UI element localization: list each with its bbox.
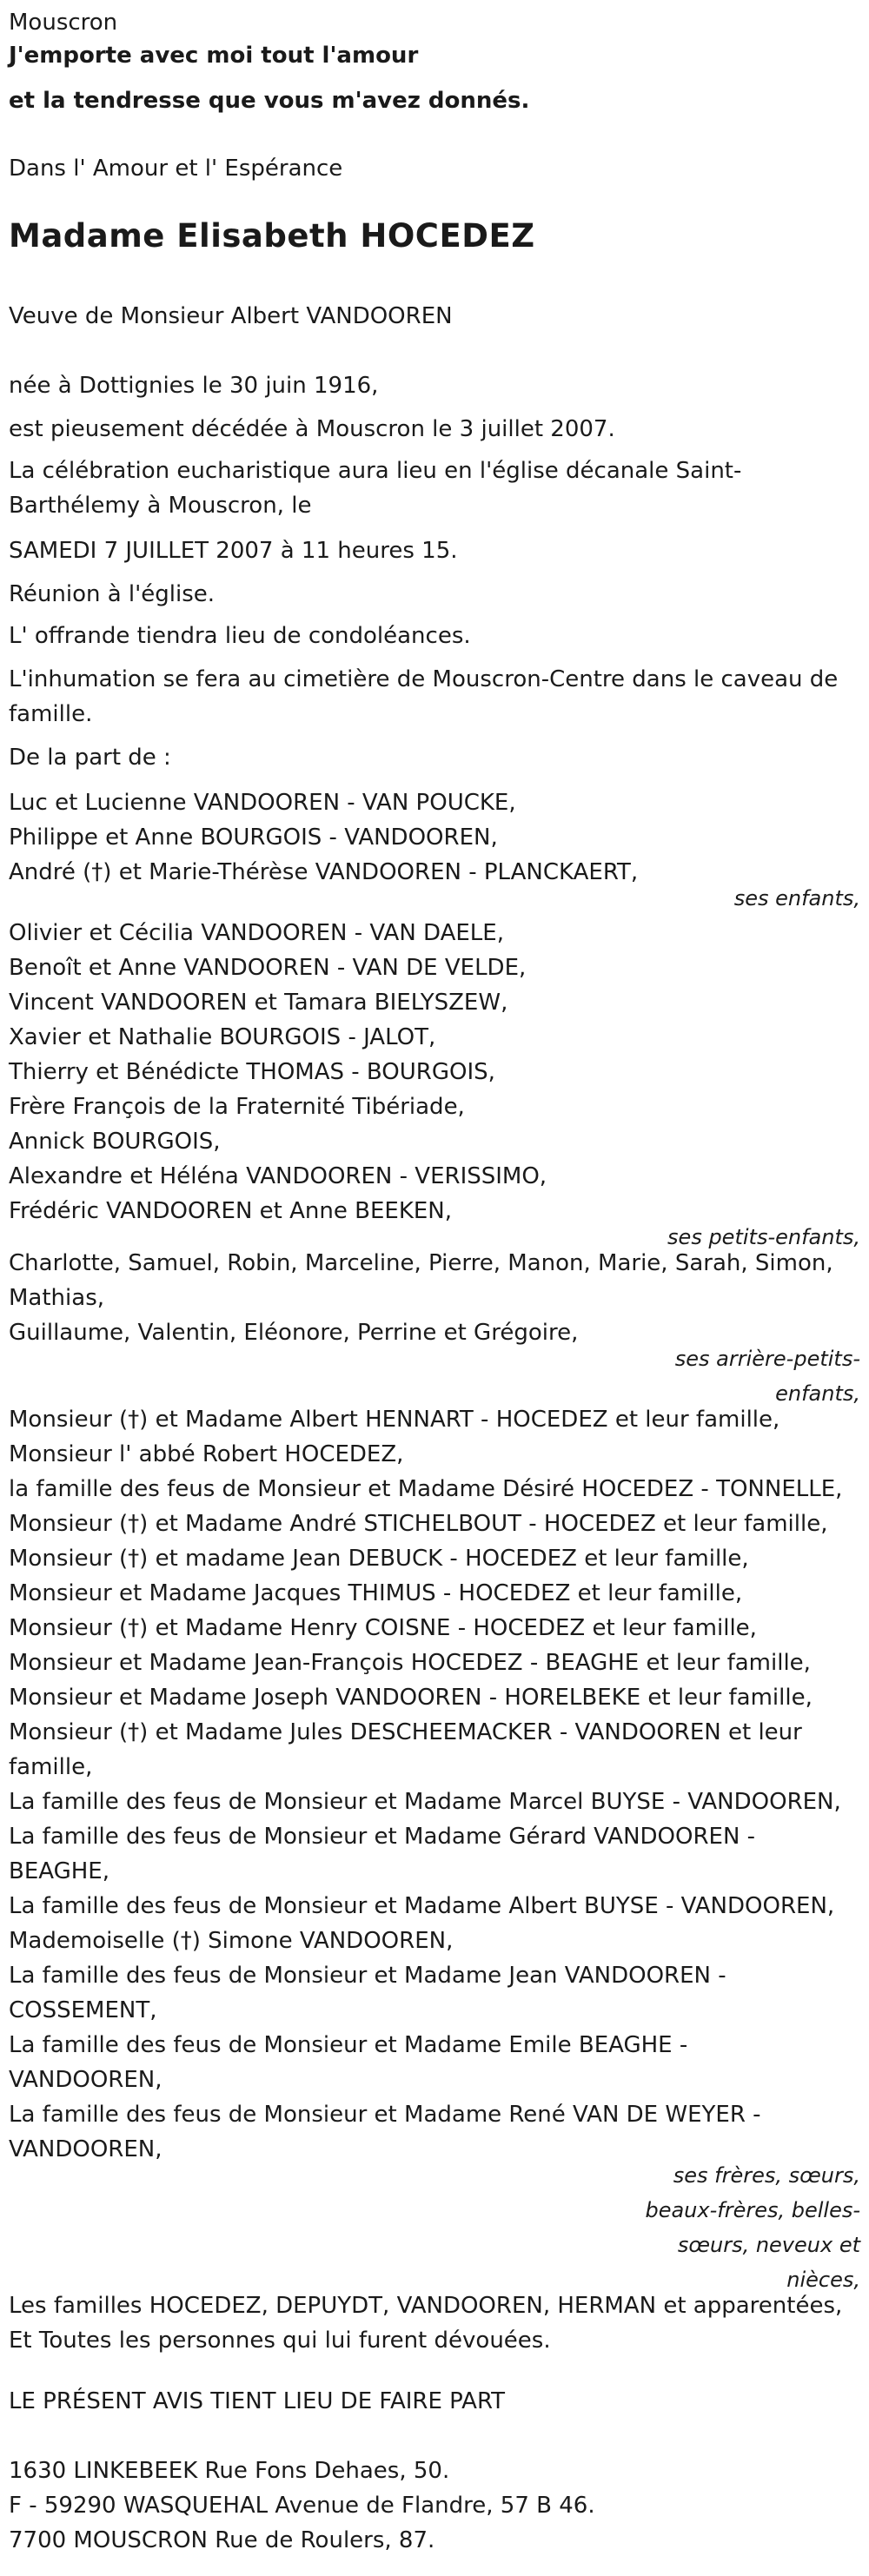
grandchild-name: Vincent VANDOOREN et Tamara BIELYSZEW, — [9, 990, 508, 1016]
sibling-name: BEAGHE, — [9, 1858, 109, 1884]
epigraph-line-2: et la tendresse que vous m'avez donnés. — [9, 88, 530, 114]
grandchild-name: Frère François de la Fraternité Tibériade, — [9, 1094, 465, 1120]
address-line: 7700 MOUSCRON Rue de Roulers, 87. — [9, 2527, 435, 2553]
siblings-relation: nièces, — [786, 2268, 860, 2292]
children-name: Luc et Lucienne VANDOOREN - VAN POUCKE, — [9, 790, 516, 816]
sibling-name: VANDOOREN, — [9, 2136, 163, 2162]
location: Mouscron — [9, 10, 118, 36]
address-line: F - 59290 WASQUEHAL Avenue de Flandre, 57 B 46. — [9, 2493, 595, 2519]
ceremony-line: L' offrande tiendra lieu de condoléances. — [9, 623, 471, 649]
sibling-name: Mademoiselle (†) Simone VANDOOREN, — [9, 1928, 454, 1954]
sibling-name: Monsieur l' abbé Robert HOCEDEZ, — [9, 1441, 404, 1467]
sibling-name: La famille des feus de Monsieur et Madame Jean VANDOOREN - — [9, 1963, 726, 1989]
ceremony-line: L'inhumation se fera au cimetière de Mouscron-Centre dans le caveau de — [9, 666, 839, 692]
sibling-name: Monsieur (†) et madame Jean DEBUCK - HOCEDEZ et leur famille, — [9, 1546, 749, 1572]
sibling-name: Monsieur (†) et Madame Albert HENNART - HOCEDEZ et leur famille, — [9, 1407, 780, 1433]
sibling-name: Monsieur et Madame Jean-François HOCEDEZ - BEAGHE et leur famille, — [9, 1650, 811, 1676]
ceremony-line: Barthélemy à Mouscron, le — [9, 493, 312, 519]
great-grandchild-name: Charlotte, Samuel, Robin, Marceline, Pierre, Manon, Marie, Sarah, Simon, — [9, 1250, 833, 1276]
siblings-relation: sœurs, neveux et — [677, 2233, 860, 2257]
epigraph-line-1: J'emporte avec moi tout l'amour — [9, 43, 419, 69]
children-name: Philippe et Anne BOURGOIS - VANDOOREN, — [9, 824, 498, 851]
families-line: Et Toutes les personnes qui lui furent dévouées. — [9, 2328, 551, 2354]
sibling-name: famille, — [9, 1754, 93, 1780]
great-grandchild-name: Guillaume, Valentin, Eléonore, Perrine et Grégoire, — [9, 1320, 579, 1346]
address-line: 1630 LINKEBEEK Rue Fons Dehaes, 50. — [9, 2458, 450, 2484]
ceremony-line: La célébration eucharistique aura lieu en l'église décanale Saint- — [9, 458, 742, 484]
sibling-name: Monsieur et Madame Joseph VANDOOREN - HORELBEKE et leur famille, — [9, 1685, 813, 1711]
great-grandchildren-relation: enfants, — [775, 1381, 860, 1406]
notice: LE PRÉSENT AVIS TIENT LIEU DE FAIRE PART — [9, 2388, 506, 2414]
sibling-name: La famille des feus de Monsieur et Madame Albert BUYSE - VANDOOREN, — [9, 1893, 835, 1919]
grandchild-name: Alexandre et Héléna VANDOOREN - VERISSIMO, — [9, 1163, 547, 1189]
grandchild-name: Frédéric VANDOOREN et Anne BEEKEN, — [9, 1198, 453, 1224]
widow-of: Veuve de Monsieur Albert VANDOOREN — [9, 303, 453, 329]
children-relation: ses enfants, — [733, 886, 860, 911]
sibling-name: Monsieur (†) et Madame Henry COISNE - HOCEDEZ et leur famille, — [9, 1615, 757, 1641]
grandchild-name: Xavier et Nathalie BOURGOIS - JALOT, — [9, 1024, 436, 1050]
ceremony-line: Réunion à l'église. — [9, 581, 216, 607]
great-grandchildren-relation: ses arrière-petits- — [674, 1347, 860, 1371]
from-label: De la part de : — [9, 745, 171, 771]
grandchild-name: Thierry et Bénédicte THOMAS - BOURGOIS, — [9, 1059, 495, 1085]
sibling-name: La famille des feus de Monsieur et Madame Gérard VANDOOREN - — [9, 1824, 756, 1850]
siblings-relation: beaux-frères, belles- — [645, 2198, 860, 2222]
children-name: André (†) et Marie-Thérèse VANDOOREN - PLANCKAERT, — [9, 859, 639, 885]
sibling-name: VANDOOREN, — [9, 2067, 163, 2093]
sibling-name: La famille des feus de Monsieur et Madame René VAN DE WEYER - — [9, 2102, 761, 2128]
death-line: est pieusement décédée à Mouscron le 3 juillet 2007. — [9, 416, 615, 442]
grandchild-name: Annick BOURGOIS, — [9, 1129, 221, 1155]
sibling-name: la famille des feus de Monsieur et Madame Désiré HOCEDEZ - TONNELLE, — [9, 1476, 843, 1502]
families-line: Les familles HOCEDEZ, DEPUYDT, VANDOOREN, HERMAN et apparentées, — [9, 2293, 843, 2319]
great-grandchild-name: Mathias, — [9, 1285, 105, 1311]
sibling-name: La famille des feus de Monsieur et Madame Marcel BUYSE - VANDOOREN, — [9, 1789, 841, 1815]
birth-line: née à Dottignies le 30 juin 1916, — [9, 373, 379, 399]
sibling-name: Monsieur (†) et Madame Jules DESCHEEMACKER - VANDOOREN et leur — [9, 1719, 802, 1745]
deceased-name: Madame Elisabeth HOCEDEZ — [9, 217, 535, 255]
grandchild-name: Benoît et Anne VANDOOREN - VAN DE VELDE, — [9, 955, 527, 981]
sibling-name: Monsieur et Madame Jacques THIMUS - HOCEDEZ et leur famille, — [9, 1580, 743, 1606]
grandchild-name: Olivier et Cécilia VANDOOREN - VAN DAELE, — [9, 920, 504, 946]
siblings-relation: ses frères, sœurs, — [673, 2163, 860, 2188]
ceremony-line: famille. — [9, 701, 93, 727]
sibling-name: Monsieur (†) et Madame André STICHELBOUT - HOCEDEZ et leur famille, — [9, 1511, 828, 1537]
sibling-name: COSSEMENT, — [9, 1997, 157, 2023]
grandchildren-relation: ses petits-enfants, — [667, 1225, 860, 1249]
faith-line: Dans l' Amour et l' Espérance — [9, 156, 343, 182]
ceremony-date: SAMEDI 7 JUILLET 2007 à 11 heures 15. — [9, 538, 458, 564]
sibling-name: La famille des feus de Monsieur et Madame Emile BEAGHE - — [9, 2032, 688, 2058]
